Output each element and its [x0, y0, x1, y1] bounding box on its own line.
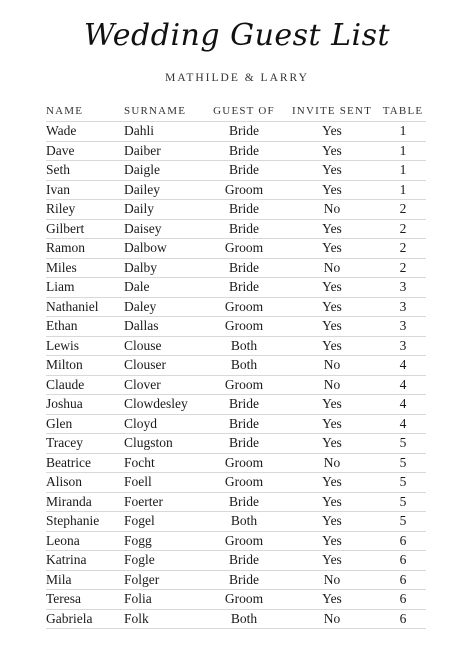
- guest-surname: Daley: [124, 297, 204, 317]
- guest-name: Alison: [46, 473, 124, 493]
- guest-of: Both: [204, 356, 284, 376]
- guest-name: Glen: [46, 414, 124, 434]
- invite-sent: Yes: [284, 239, 380, 259]
- invite-sent: Yes: [284, 180, 380, 200]
- invite-sent: Yes: [284, 492, 380, 512]
- table-row: [46, 453, 426, 473]
- invite-sent: Yes: [284, 414, 380, 434]
- guest-name: Teresa: [46, 590, 124, 610]
- invite-sent: No: [284, 258, 380, 278]
- table-row: [46, 512, 426, 532]
- invite-sent: Yes: [284, 551, 380, 571]
- guest-of: Bride: [204, 219, 284, 239]
- guest-name: Riley: [46, 200, 124, 220]
- guest-name: Ivan: [46, 180, 124, 200]
- guest-of: Bride: [204, 122, 284, 142]
- guest-surname: Dahli: [124, 122, 204, 142]
- guest-name: Miles: [46, 258, 124, 278]
- guest-surname: Clouse: [124, 336, 204, 356]
- column-header-guest-of: GUEST OF: [204, 101, 284, 122]
- table-row: [46, 297, 426, 317]
- table-number: 1: [380, 122, 426, 142]
- guest-of: Bride: [204, 278, 284, 298]
- guest-name: Milton: [46, 356, 124, 376]
- table-number: 3: [380, 336, 426, 356]
- guest-of: Groom: [204, 453, 284, 473]
- guest-of: Bride: [204, 570, 284, 590]
- guest-of: Bride: [204, 551, 284, 571]
- guest-surname: Clover: [124, 375, 204, 395]
- table-number: 3: [380, 278, 426, 298]
- table-row: [46, 609, 426, 629]
- table-number: 5: [380, 453, 426, 473]
- column-header-invite-sent: INVITE SENT: [284, 101, 380, 122]
- guest-surname: Dalby: [124, 258, 204, 278]
- guest-of: Bride: [204, 258, 284, 278]
- table-row: [46, 141, 426, 161]
- table-row: [46, 122, 426, 142]
- guest-surname: Focht: [124, 453, 204, 473]
- column-header-surname: SURNAME: [124, 101, 204, 122]
- guest-surname: Clouser: [124, 356, 204, 376]
- table-number: 6: [380, 590, 426, 610]
- guest-of: Bride: [204, 492, 284, 512]
- table-row: [46, 395, 426, 415]
- invite-sent: No: [284, 375, 380, 395]
- guest-surname: Daiber: [124, 141, 204, 161]
- table-row: [46, 317, 426, 337]
- invite-sent: Yes: [284, 531, 380, 551]
- guest-surname: Clowdesley: [124, 395, 204, 415]
- guest-name: Seth: [46, 161, 124, 181]
- guest-of: Bride: [204, 434, 284, 454]
- guest-surname: Dallas: [124, 317, 204, 337]
- guest-rows: [46, 122, 426, 629]
- table-number: 2: [380, 239, 426, 259]
- table-number: 5: [380, 492, 426, 512]
- guest-surname: Folk: [124, 609, 204, 629]
- invite-sent: Yes: [284, 590, 380, 610]
- guest-of: Bride: [204, 395, 284, 415]
- table-row: [46, 239, 426, 259]
- table-row: [46, 200, 426, 220]
- guest-name: Gabriela: [46, 609, 124, 629]
- guest-of: Bride: [204, 141, 284, 161]
- table-number: 4: [380, 356, 426, 376]
- guest-name: Ramon: [46, 239, 124, 259]
- table-row: [46, 375, 426, 395]
- guest-name: Ethan: [46, 317, 124, 337]
- guest-surname: Fogle: [124, 551, 204, 571]
- guest-name: Tracey: [46, 434, 124, 454]
- table-row: [46, 356, 426, 376]
- table-number: 5: [380, 512, 426, 532]
- table-row: [46, 492, 426, 512]
- guest-table: [46, 101, 426, 629]
- table-row: [46, 336, 426, 356]
- table-number: 4: [380, 375, 426, 395]
- invite-sent: No: [284, 200, 380, 220]
- table-row: [46, 531, 426, 551]
- guest-surname: Foerter: [124, 492, 204, 512]
- guest-name: Claude: [46, 375, 124, 395]
- guest-surname: Daisey: [124, 219, 204, 239]
- table-number: 2: [380, 219, 426, 239]
- table-number: 2: [380, 258, 426, 278]
- table-row: [46, 161, 426, 181]
- guest-name: Gilbert: [46, 219, 124, 239]
- guest-name: Wade: [46, 122, 124, 142]
- table-row: [46, 434, 426, 454]
- page-title: Wedding Guest List: [83, 18, 391, 53]
- invite-sent: Yes: [284, 512, 380, 532]
- table-row: [46, 258, 426, 278]
- guest-of: Both: [204, 609, 284, 629]
- invite-sent: Yes: [284, 336, 380, 356]
- table-number: 5: [380, 434, 426, 454]
- invite-sent: Yes: [284, 122, 380, 142]
- couple-names: MATHILDE & LARRY: [165, 72, 309, 84]
- guest-surname: Folia: [124, 590, 204, 610]
- invite-sent: Yes: [284, 141, 380, 161]
- table-row: [46, 180, 426, 200]
- table-number: 5: [380, 473, 426, 493]
- guest-of: Both: [204, 512, 284, 532]
- guest-name: Leona: [46, 531, 124, 551]
- guest-of: Groom: [204, 375, 284, 395]
- guest-of: Groom: [204, 590, 284, 610]
- table-number: 2: [380, 200, 426, 220]
- guest-of: Groom: [204, 317, 284, 337]
- invite-sent: No: [284, 570, 380, 590]
- guest-surname: Folger: [124, 570, 204, 590]
- table-row: [46, 570, 426, 590]
- table-number: 1: [380, 161, 426, 181]
- guest-surname: Clugston: [124, 434, 204, 454]
- guest-surname: Cloyd: [124, 414, 204, 434]
- guest-surname: Dalbow: [124, 239, 204, 259]
- invite-sent: Yes: [284, 473, 380, 493]
- table-row: [46, 590, 426, 610]
- guest-name: Liam: [46, 278, 124, 298]
- table-number: 4: [380, 395, 426, 415]
- guest-name: Katrina: [46, 551, 124, 571]
- guest-name: Dave: [46, 141, 124, 161]
- guest-surname: Dailey: [124, 180, 204, 200]
- table-row: [46, 278, 426, 298]
- guest-surname: Daigle: [124, 161, 204, 181]
- guest-of: Both: [204, 336, 284, 356]
- table-row: [46, 219, 426, 239]
- table-number: 6: [380, 609, 426, 629]
- table-number: 3: [380, 297, 426, 317]
- guest-name: Joshua: [46, 395, 124, 415]
- guest-name: Beatrice: [46, 453, 124, 473]
- guest-of: Bride: [204, 414, 284, 434]
- table-number: 6: [380, 551, 426, 571]
- invite-sent: No: [284, 609, 380, 629]
- table-header-row: [46, 101, 426, 122]
- guest-of: Groom: [204, 531, 284, 551]
- table-row: [46, 551, 426, 571]
- guest-name: Miranda: [46, 492, 124, 512]
- guest-of: Bride: [204, 200, 284, 220]
- table-row: [46, 414, 426, 434]
- guest-of: Groom: [204, 180, 284, 200]
- guest-surname: Foell: [124, 473, 204, 493]
- guest-name: Lewis: [46, 336, 124, 356]
- guest-surname: Daily: [124, 200, 204, 220]
- guest-of: Groom: [204, 239, 284, 259]
- table-row: [46, 473, 426, 493]
- invite-sent: Yes: [284, 297, 380, 317]
- table-number: 6: [380, 531, 426, 551]
- invite-sent: Yes: [284, 278, 380, 298]
- guest-surname: Fogg: [124, 531, 204, 551]
- guest-name: Nathaniel: [46, 297, 124, 317]
- table-number: 4: [380, 414, 426, 434]
- guest-name: Mila: [46, 570, 124, 590]
- invite-sent: Yes: [284, 219, 380, 239]
- invite-sent: Yes: [284, 317, 380, 337]
- column-header-name: NAME: [46, 101, 124, 122]
- column-header-table: TABLE: [380, 101, 426, 122]
- table-number: 1: [380, 141, 426, 161]
- table-number: 6: [380, 570, 426, 590]
- invite-sent: Yes: [284, 434, 380, 454]
- guest-surname: Dale: [124, 278, 204, 298]
- invite-sent: Yes: [284, 395, 380, 415]
- invite-sent: No: [284, 356, 380, 376]
- invite-sent: Yes: [284, 161, 380, 181]
- table-number: 3: [380, 317, 426, 337]
- guest-of: Groom: [204, 473, 284, 493]
- guest-of: Bride: [204, 161, 284, 181]
- invite-sent: No: [284, 453, 380, 473]
- guest-of: Groom: [204, 297, 284, 317]
- table-number: 1: [380, 180, 426, 200]
- guest-surname: Fogel: [124, 512, 204, 532]
- guest-name: Stephanie: [46, 512, 124, 532]
